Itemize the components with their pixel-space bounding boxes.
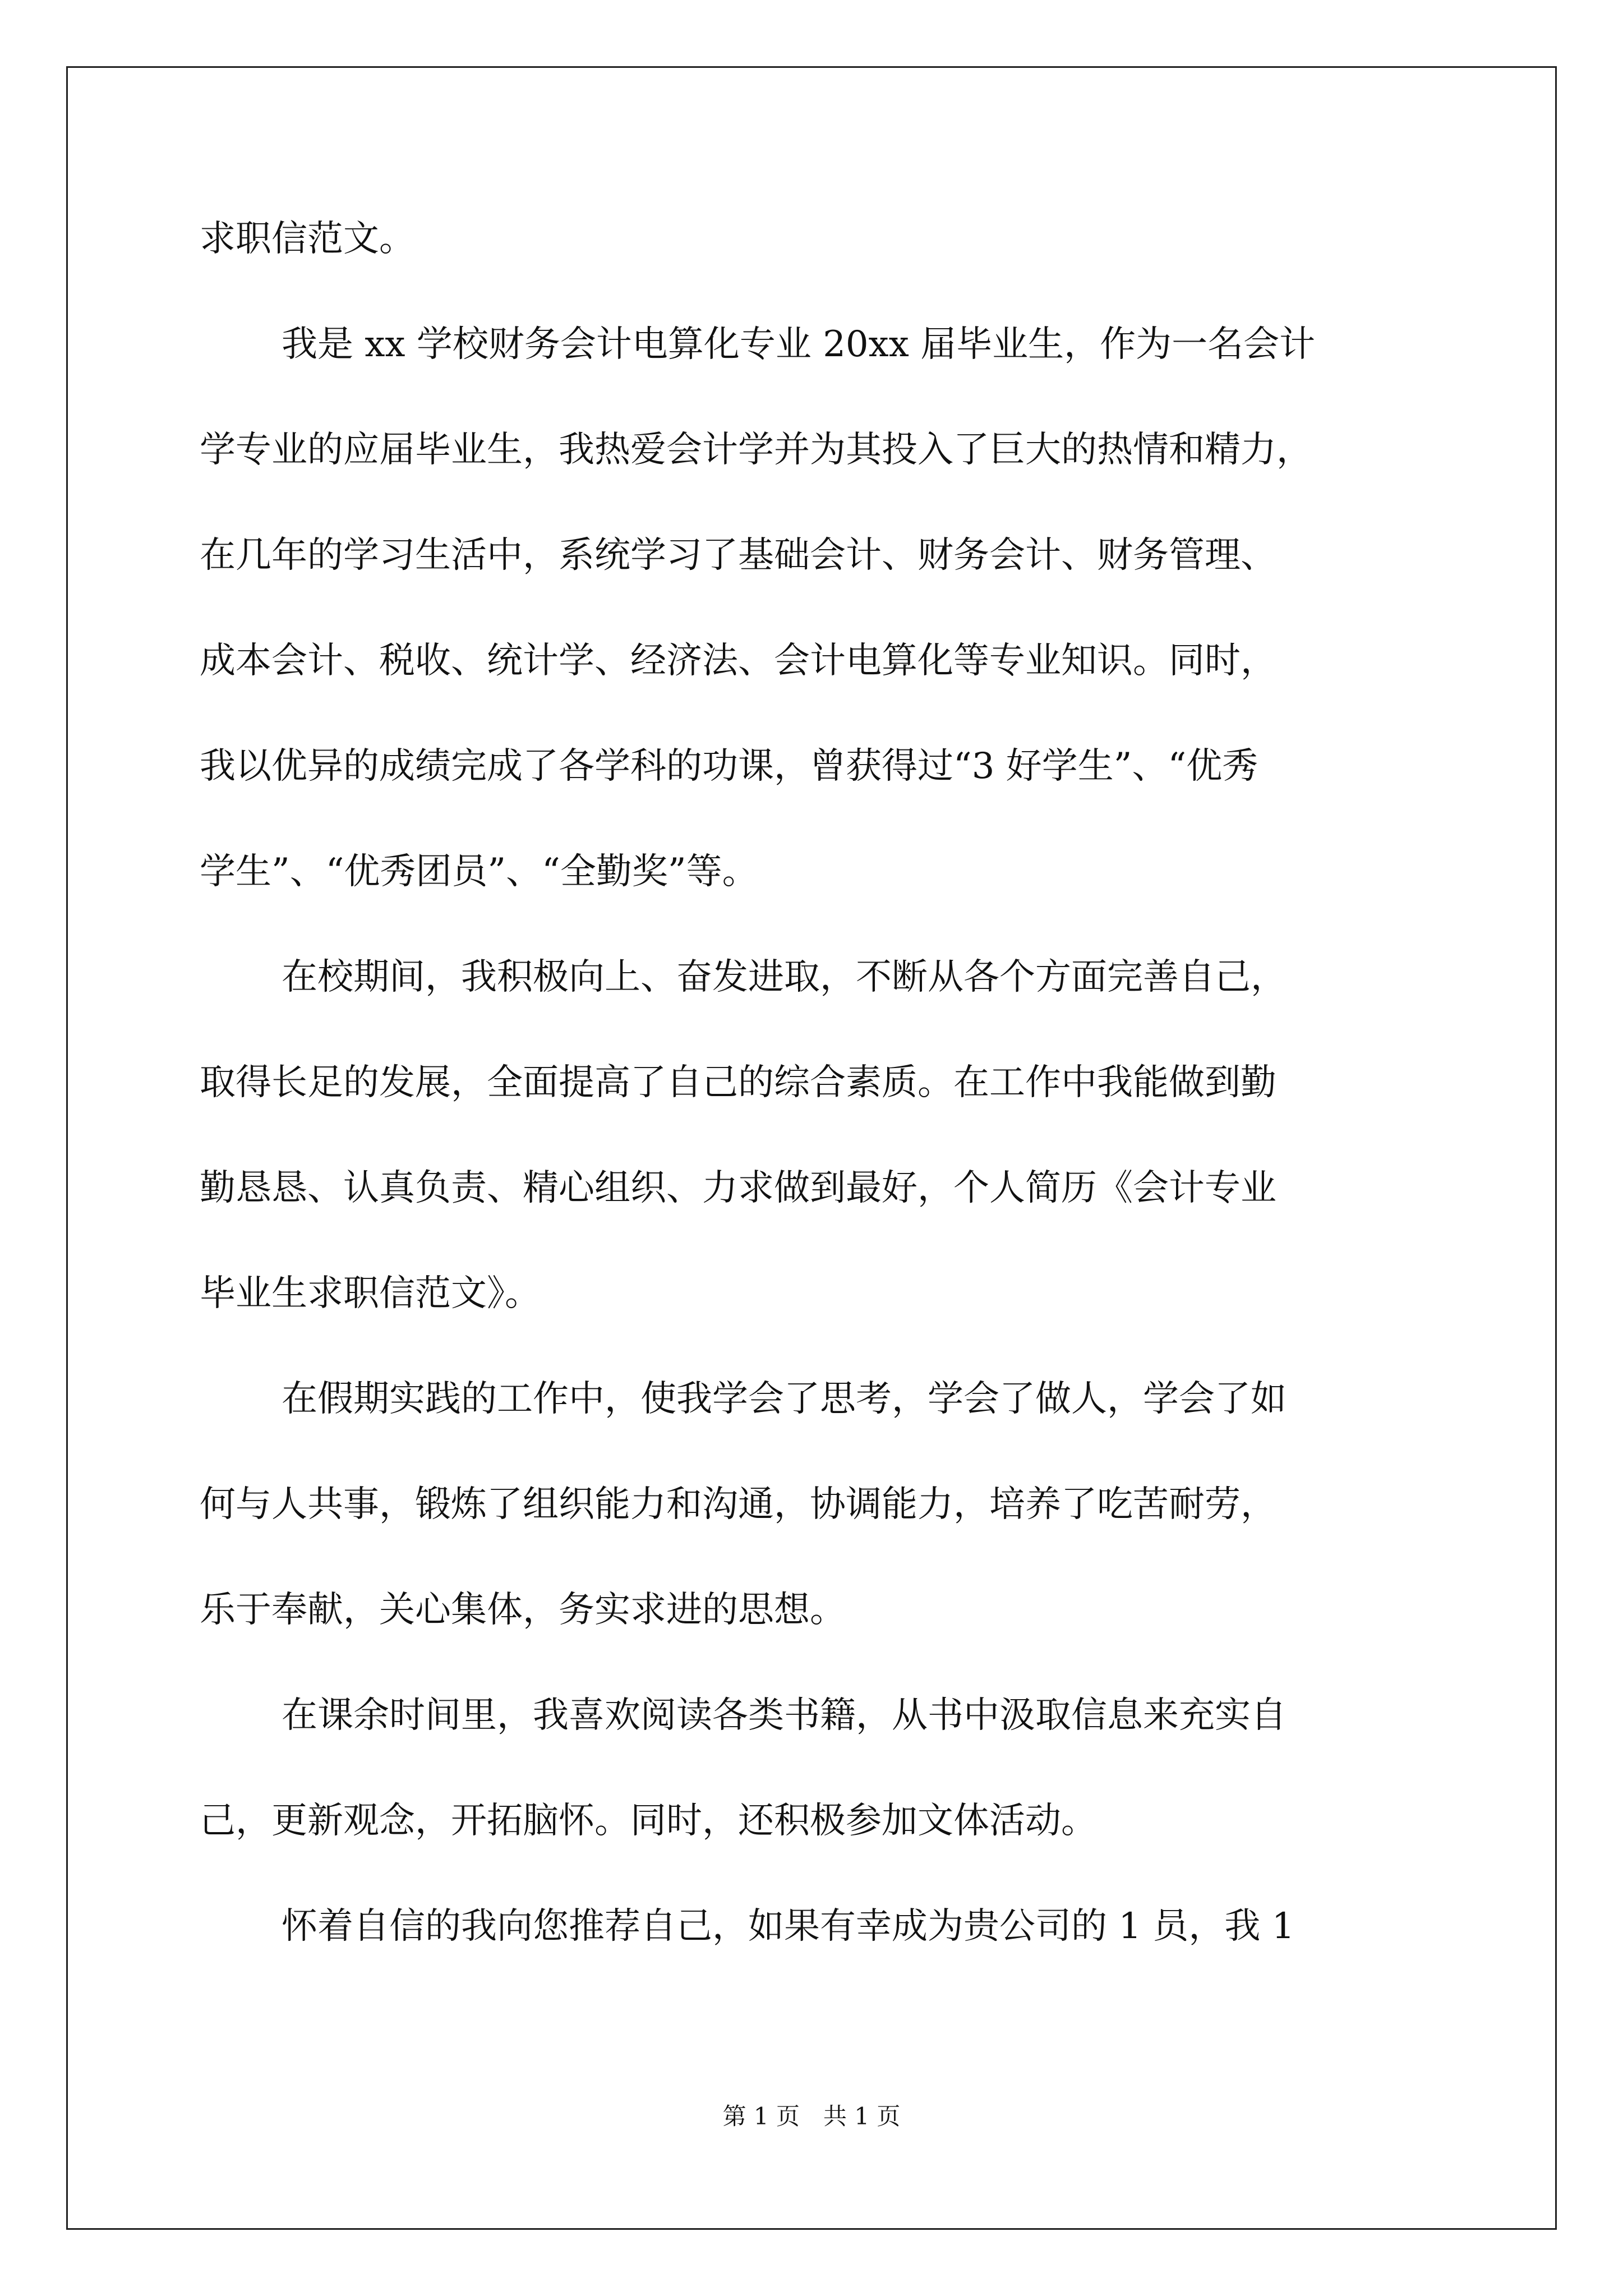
page-footer: 第 1 页 共 1 页	[722, 2102, 901, 2130]
paragraph-start-line: 在课余时间里，我喜欢阅读各类书籍，从书中汲取信息来充实自	[282, 1695, 1287, 1736]
paragraph-start-line: 我是 xx 学校财务会计电算化专业 20xx 届毕业生，作为一名会计	[282, 324, 1316, 365]
text-line: 己，更新观念，开拓脑怀。同时，还积极参加文体活动。	[200, 1800, 1097, 1842]
text-line: 学生”、“优秀团员”、“全勤奖”等。	[200, 851, 758, 892]
text-line: 求职信范文。	[200, 218, 415, 260]
text-line: 乐于奉献，关心集体，务实求进的思想。	[200, 1589, 846, 1631]
text-line: 成本会计、税收、统计学、经济法、会计电算化等专业知识。同时，	[200, 640, 1276, 682]
paragraph-start-line: 在校期间，我积极向上、奋发进取，不断从各个方面完善自己，	[282, 956, 1287, 998]
text-line: 勤恳恳、认真负责、精心组织、力求做到最好，个人简历《会计专业	[200, 1167, 1276, 1209]
paragraph-start-line: 在假期实践的工作中，使我学会了思考，学会了做人，学会了如	[282, 1378, 1287, 1420]
text-line: 毕业生求职信范文》。	[200, 1273, 541, 1314]
paragraph-start-line: 怀着自信的我向您推荐自己，如果有幸成为贵公司的 1 员，我 1	[282, 1906, 1295, 1947]
text-line: 学专业的应届毕业生，我热爱会计学并为其投入了巨大的热情和精力，	[200, 429, 1312, 471]
text-line: 何与人共事，锻炼了组织能力和沟通，协调能力，培养了吃苦耐劳，	[200, 1484, 1276, 1525]
text-line: 我以优异的成绩完成了各学科的功课，曾获得过“3 好学生”、“优秀	[200, 746, 1258, 787]
text-line: 取得长足的发展，全面提高了自己的综合素质。在工作中我能做到勤	[200, 1062, 1276, 1103]
text-line: 在几年的学习生活中，系统学习了基础会计、财务会计、财务管理、	[200, 535, 1276, 576]
